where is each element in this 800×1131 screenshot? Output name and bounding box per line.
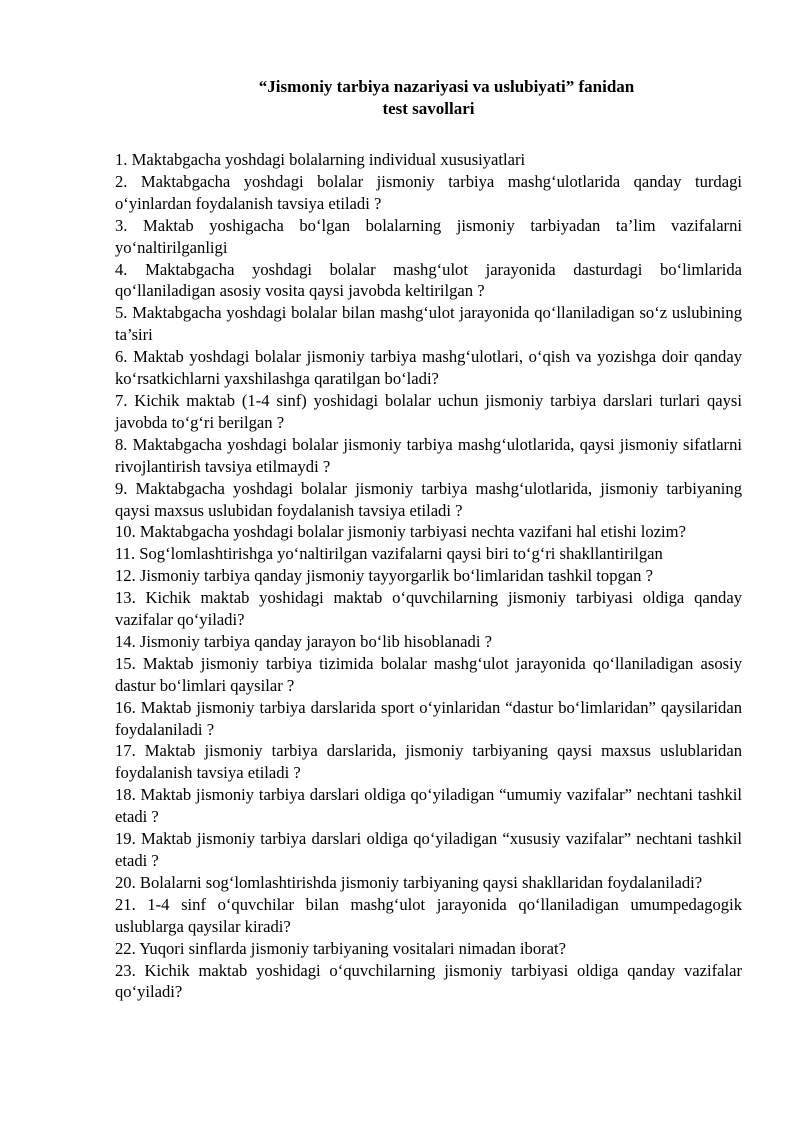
- question-22: 22. Yuqori sinflarda jismoniy tarbiyaning vositalari nimadan iborat?: [115, 938, 567, 958]
- title-line-1: “Jismoniy tarbiya nazariyasi va uslubiyati” fanidan: [258, 77, 635, 96]
- question-17: 17. Maktab jismoniy tarbiya darslarida, jismoniy tarbiyaning qaysi maxsus uslublaridan foydalanish tavsiya etiladi ?: [115, 741, 742, 783]
- question-3: 3. Maktab yoshigacha bo‘lgan bolalarning jismoniy tarbiyadan ta’lim vazifalarni yo‘naltirilganligi: [115, 215, 742, 257]
- question-9: 9. Maktabgacha yoshdagi bolalar jismoniy tarbiya mashg‘ulotlarida, jismoniy tarbiyaning qaysi maxsus uslubidan foydalanish tavsiya etiladi ?: [115, 478, 742, 520]
- question-10: 10. Maktabgacha yoshdagi bolalar jismoniy tarbiyasi nechta vazifani hal etishi lozim?: [115, 522, 686, 542]
- question-13: 13. Kichik maktab yoshidagi maktab o‘quvchilarning jismoniy tarbiyasi oldiga qanday vazifalar qo‘yiladi?: [115, 588, 742, 630]
- question-21: 21. 1-4 sinf o‘quvchilar bilan mashg‘ulot jarayonida qo‘llaniladigan umumpedagogik uslublarga qaysilar kiradi?: [115, 894, 742, 936]
- question-list: [115, 149, 742, 1003]
- question-14: 14. Jismoniy tarbiya qanday jarayon bo‘lib hisoblanadi ?: [115, 631, 492, 651]
- document-title: [115, 76, 742, 120]
- question-20: 20. Bolalarni sog‘lomlashtirishda jismoniy tarbiyaning qaysi shakllaridan foydalaniladi?: [115, 872, 703, 892]
- question-23: 23. Kichik maktab yoshidagi o‘quvchilarning jismoniy tarbiyasi oldiga qanday vazifalar qo‘yiladi?: [115, 960, 742, 1002]
- question-4: 4. Maktabgacha yoshdagi bolalar mashg‘ulot jarayonida dasturdagi bo‘limlarida qo‘llaniladigan asosiy vosita qaysi javobda keltirilgan ?: [115, 259, 742, 301]
- title-line-2: test savollari: [382, 99, 475, 118]
- question-5: 5. Maktabgacha yoshdagi bolalar bilan mashg‘ulot jarayonida qo‘llaniladigan so‘z uslubining ta’siri: [115, 303, 742, 345]
- question-18: 18. Maktab jismoniy tarbiya darslari oldiga qo‘yiladigan “umumiy vazifalar” nechtani tashkil etadi ?: [115, 785, 742, 827]
- question-12: 12. Jismoniy tarbiya qanday jismoniy tayyorgarlik bo‘limlaridan tashkil topgan ?: [115, 566, 653, 586]
- question-7: 7. Kichik maktab (1-4 sinf) yoshidagi bolalar uchun jismoniy tarbiya darslari turlari qaysi javobda to‘g‘ri berilgan ?: [115, 390, 742, 432]
- question-6: 6. Maktab yoshdagi bolalar jismoniy tarbiya mashg‘ulotlari, o‘qish va yozishga doir qanday ko‘rsatkichlarni yaxshilashga qaratilgan bo‘ladi?: [115, 347, 742, 389]
- question-8: 8. Maktabgacha yoshdagi bolalar jismoniy tarbiya mashg‘ulotlarida, qaysi jismoniy sifatlarni rivojlantirish tavsiya etilmaydi ?: [115, 434, 742, 476]
- question-16: 16. Maktab jismoniy tarbiya darslarida sport o‘yinlaridan “dastur bo‘limlaridan” qaysilaridan foydalaniladi ?: [115, 697, 742, 739]
- question-1: 1. Maktabgacha yoshdagi bolalarning individual xususiyatlari: [115, 150, 526, 169]
- question-11: 11. Sog‘lomlashtirishga yo‘naltirilgan vazifalarni qaysi biri to‘g‘ri shakllantirilgan: [115, 544, 663, 564]
- question-19: 19. Maktab jismoniy tarbiya darslari oldiga qo‘yiladigan “xususiy vazifalar” nechtani tashkil etadi ?: [115, 829, 742, 870]
- question-15: 15. Maktab jismoniy tarbiya tizimida bolalar mashg‘ulot jarayonida qo‘llaniladigan asosiy dastur bo‘limlari qaysilar ?: [115, 653, 742, 695]
- document-page: [115, 76, 742, 1003]
- question-2: 2. Maktabgacha yoshdagi bolalar jismoniy tarbiya mashg‘ulotlarida qanday turdagi o‘yinlardan foydalanish tavsiya etiladi ?: [115, 171, 742, 213]
